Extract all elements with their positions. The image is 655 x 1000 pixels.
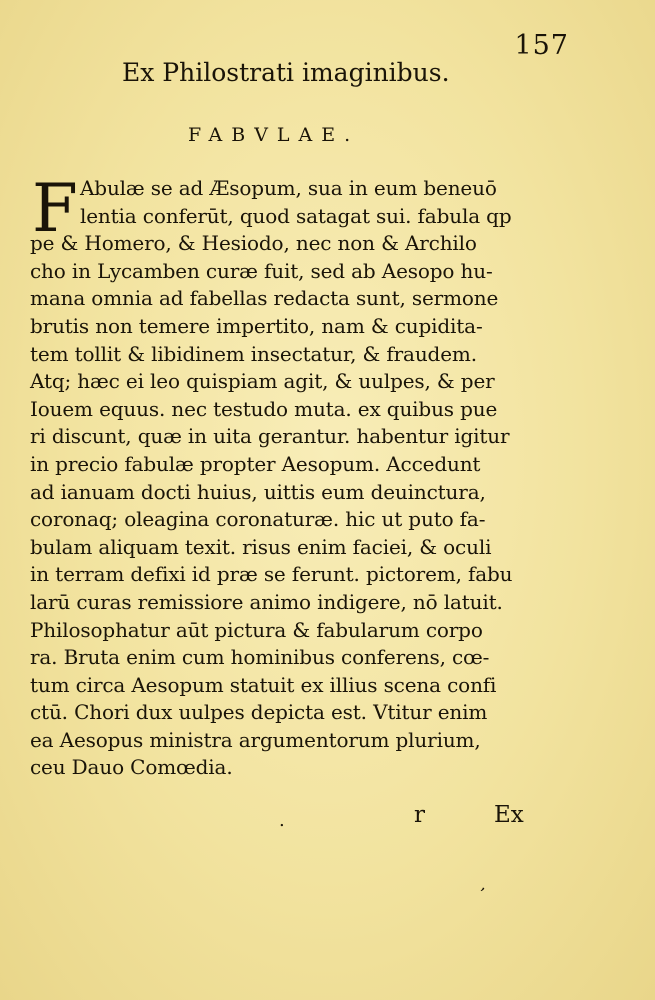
catchword: Ex [494,802,524,828]
text-line: coronaq; oleagina coronaturæ. hic ut puto fa- [30,507,486,532]
text-line: ad ianuam docti huius, uittis eum deuinctura, [30,479,486,504]
text-line: Philosophatur aūt pictura & fabularum corpo [30,617,483,642]
text-line: Abulæ se ad Æsopum, sua in eum beneuō [80,176,497,200]
text-line: Atq; hæc ei leo quispiam agit, & uulpes, & per [30,369,495,394]
text-line: Iouem equus. nec testudo muta. ex quibus pue [30,396,498,421]
text-line: larū curas remissiore animo indigere, nō latuit. [30,589,503,614]
text-line: ctū. Chori dux uulpes depicta est. Vtitur enim [30,700,488,725]
page-footer [0,800,655,840]
signature-mark: r [414,802,425,828]
section-title: FABVLAE. [188,124,360,146]
stray-ink-mark: ʼ [474,883,487,904]
page-number: 157 [514,30,569,61]
text-line: ceu Dauo Comœdia. [30,755,233,780]
text-line: tum circa Aesopum statuit ex illius scena confi [30,672,497,697]
text-line: cho in Lycamben curæ fuit, sed ab Aesopo hu- [30,258,493,283]
footer-dot: . [279,810,285,831]
text-line: tem tollit & libidinem insectatur, & fraudem. [30,341,477,366]
drop-cap: F [32,170,78,247]
text-line: brutis non temere impertito, nam & cupidita- [30,313,483,338]
text-line: ea Aesopus ministra argumentorum plurium, [30,727,481,752]
text-line: in precio fabulæ propter Aesopum. Accedunt [30,451,481,476]
running-head: Ex Philostrati imaginibus. [122,58,450,87]
text-line: lentia conferūt, quod satagat sui. fabula qp [80,203,512,228]
text-line: in terram defixi id præ se ferunt. pictorem, fabu [30,562,513,587]
body-text [30,170,540,782]
text-line: bulam aliquam texit. risus enim faciei, & oculi [30,534,492,559]
text-line: ri discunt, quæ in uita gerantur. habentur igitur [30,424,510,449]
text-line: ra. Bruta enim cum hominibus conferens, cœ- [30,645,490,670]
text-line: mana omnia ad fabellas redacta sunt, sermone [30,286,499,311]
text-line: pe & Homero, & Hesiodo, nec non & Archilo [30,231,477,256]
